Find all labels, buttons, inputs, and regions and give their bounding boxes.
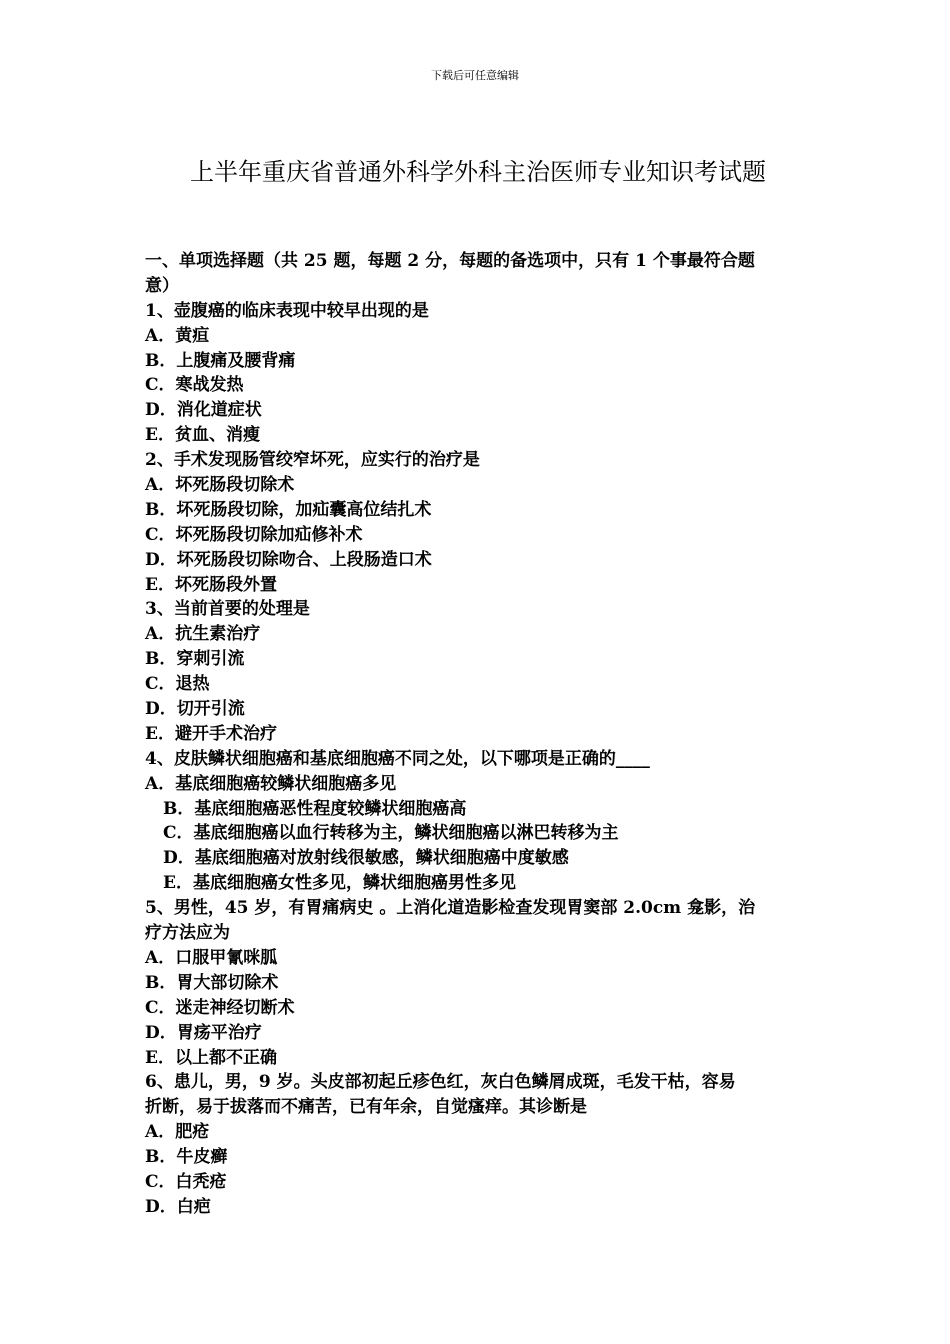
text-line: C．坏死肠段切除加疝修补术 [145, 524, 363, 545]
text-line: A．黄疸 [145, 325, 210, 346]
text-line: C．退热 [145, 674, 210, 695]
text-line: 一、单项选择题（共 25 题，每题 2 分，每题的备选项中，只有 1 个事最符合题 [145, 251, 755, 271]
text-line: E．贫血、消瘦 [145, 425, 260, 446]
text-line: C．白秃疮 [145, 1171, 227, 1192]
text-line: D．坏死肠段切除吻合、上段肠造口术 [145, 549, 432, 570]
text-line: A．口服甲氰咪胍 [145, 947, 278, 968]
text-line: C．基底细胞癌以血行转移为主，鳞状细胞癌以淋巴转移为主 [163, 823, 619, 844]
text-line: B．基底细胞癌恶性程度较鳞状细胞癌高 [163, 798, 467, 819]
text-line: 疗方法应为 [145, 923, 230, 944]
text-line: D．消化道症状 [145, 400, 262, 421]
text-line: B．牛皮癣 [145, 1147, 228, 1168]
text-line: C．寒战发热 [145, 375, 244, 396]
header-note: 下载后可任意编辑 [431, 69, 519, 82]
text-line: 2、手术发现肠管绞窄坏死，应实行的治疗是 [145, 450, 480, 471]
text-line: E．以上都不正确 [145, 1047, 277, 1068]
text-line: 6、患儿，男，9 岁。头皮部初起丘疹色红，灰白色鳞屑成斑，毛发干枯，容易 [145, 1072, 736, 1093]
text-line: E．坏死肠段外置 [145, 574, 277, 595]
text-line: B．坏死肠段切除，加疝囊高位结扎术 [145, 499, 432, 520]
text-line: A．肥疮 [145, 1122, 210, 1143]
text-line: A．抗生素治疗 [145, 624, 261, 645]
text-line: 折断，易于拔落而不痛苦，已有年余，自觉瘙痒。其诊断是 [145, 1097, 587, 1118]
text-line: D．胃疡平治疗 [145, 1022, 262, 1043]
text-line: E．避开手术治疗 [145, 723, 277, 744]
text-line: 意） [145, 275, 179, 296]
text-line: B．胃大部切除术 [145, 972, 279, 993]
text-line: 4、皮肤鳞状细胞癌和基底细胞癌不同之处，以下哪项是正确的____ [145, 748, 650, 769]
document-title: 上半年重庆省普通外科学外科主治医师专业知识考试题 [190, 158, 766, 186]
text-line: 1、壶腹癌的临床表现中较早出现的是 [145, 300, 429, 321]
text-line: A．坏死肠段切除术 [145, 475, 295, 496]
text-line: D．白疤 [145, 1196, 211, 1217]
text-line: B．上腹痛及腰背痛 [145, 350, 296, 371]
text-line: 5、男性，45 岁，有胃痛病史 。上消化道造影检查发现胃窦部 2.0cm 龛影，治 [145, 898, 756, 919]
question-body [145, 249, 810, 1220]
text-line: D．切开引流 [145, 699, 245, 720]
text-line: C．迷走神经切断术 [145, 997, 295, 1018]
text-line: D．基底细胞癌对放射线很敏感，鳞状细胞癌中度敏感 [163, 848, 569, 869]
text-line: E．基底细胞癌女性多见，鳞状细胞癌男性多见 [163, 873, 516, 894]
text-line: 3、当前首要的处理是 [145, 599, 310, 620]
text-line: B．穿刺引流 [145, 649, 245, 670]
text-line: A．基底细胞癌较鳞状细胞癌多见 [145, 773, 397, 794]
